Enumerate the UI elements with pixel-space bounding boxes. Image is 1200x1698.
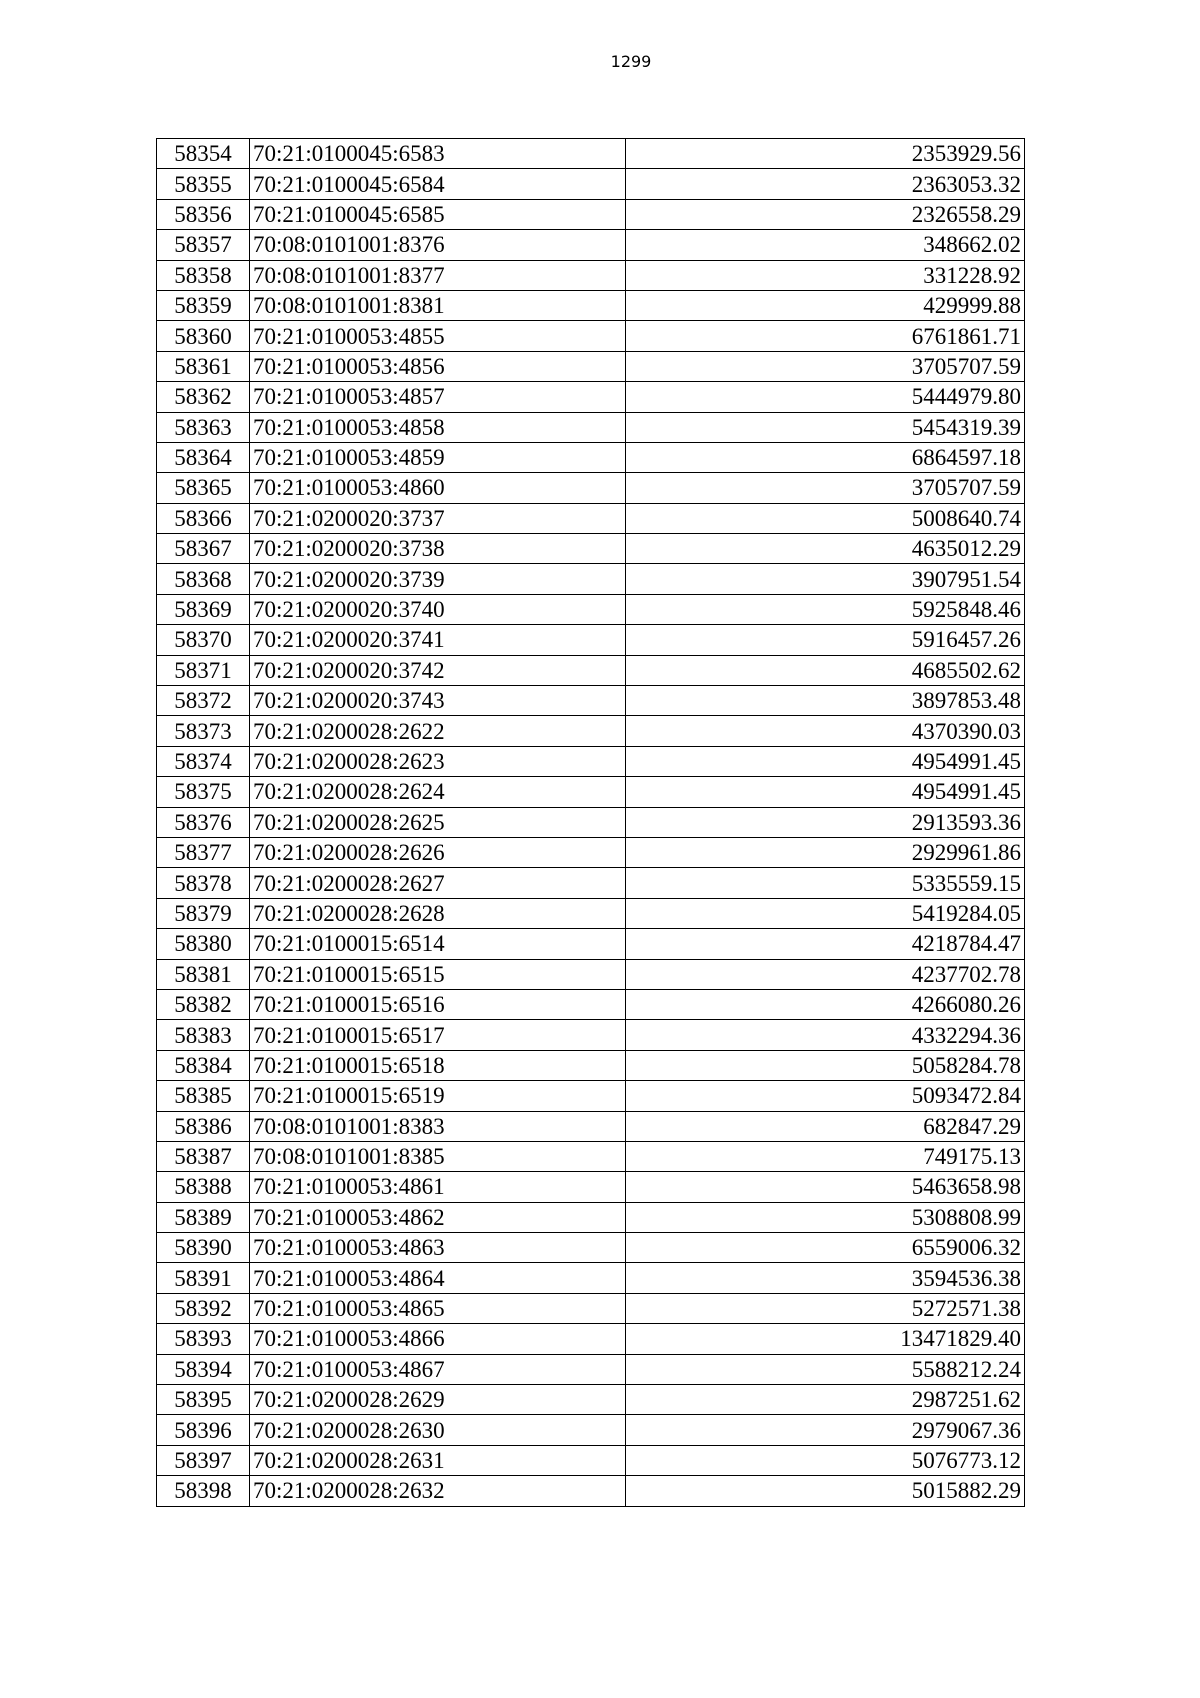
cadastral-value-cell: 4332294.36 <box>626 1020 1025 1050</box>
table-row <box>157 290 1025 320</box>
cadastral-number-cell: 70:21:0100045:6583 <box>250 139 626 169</box>
cadastral-number-cell: 70:21:0200028:2628 <box>250 898 626 928</box>
cadastral-value-cell: 4370390.03 <box>626 716 1025 746</box>
cadastral-number-cell: 70:21:0100053:4857 <box>250 382 626 412</box>
cadastral-value-cell: 13471829.40 <box>626 1324 1025 1354</box>
row-number-cell: 58373 <box>157 716 250 746</box>
cadastral-value-cell: 682847.29 <box>626 1111 1025 1141</box>
cadastral-value-cell: 4266080.26 <box>626 989 1025 1019</box>
row-number-cell: 58361 <box>157 351 250 381</box>
cadastral-value-cell: 5308808.99 <box>626 1202 1025 1232</box>
cadastral-value-cell: 6761861.71 <box>626 321 1025 351</box>
cadastral-number-cell: 70:08:0101001:8385 <box>250 1141 626 1171</box>
row-number-cell: 58398 <box>157 1476 250 1506</box>
cadastral-number-cell: 70:21:0100015:6516 <box>250 989 626 1019</box>
cadastral-number-cell: 70:21:0200028:2626 <box>250 837 626 867</box>
table-row <box>157 1293 1025 1323</box>
cadastral-value-cell: 348662.02 <box>626 230 1025 260</box>
cadastral-number-cell: 70:08:0101001:8376 <box>250 230 626 260</box>
table-row <box>157 1476 1025 1506</box>
cadastral-value-cell: 2913593.36 <box>626 807 1025 837</box>
cadastral-number-cell: 70:08:0101001:8383 <box>250 1111 626 1141</box>
table-row <box>157 1111 1025 1141</box>
cadastral-value-cell: 5916457.26 <box>626 625 1025 655</box>
cadastral-value-cell: 3705707.59 <box>626 351 1025 381</box>
row-number-cell: 58365 <box>157 473 250 503</box>
cadastral-number-cell: 70:08:0101001:8377 <box>250 260 626 290</box>
table-row <box>157 230 1025 260</box>
cadastral-value-cell: 5335559.15 <box>626 868 1025 898</box>
cadastral-value-cell: 5444979.80 <box>626 382 1025 412</box>
cadastral-number-cell: 70:21:0100053:4865 <box>250 1293 626 1323</box>
cadastral-value-cell: 4954991.45 <box>626 746 1025 776</box>
cadastral-number-cell: 70:21:0100045:6584 <box>250 169 626 199</box>
row-number-cell: 58364 <box>157 442 250 472</box>
cadastral-number-cell: 70:21:0200028:2627 <box>250 868 626 898</box>
cadastral-value-cell: 5925848.46 <box>626 594 1025 624</box>
cadastral-value-cell: 4635012.29 <box>626 534 1025 564</box>
cadastral-value-cell: 2353929.56 <box>626 139 1025 169</box>
row-number-cell: 58390 <box>157 1233 250 1263</box>
cadastral-value-cell: 2987251.62 <box>626 1385 1025 1415</box>
table-row <box>157 1081 1025 1111</box>
cadastral-number-cell: 70:21:0100053:4863 <box>250 1233 626 1263</box>
cadastral-value-cell: 3907951.54 <box>626 564 1025 594</box>
cadastral-number-cell: 70:21:0200020:3741 <box>250 625 626 655</box>
table-row <box>157 139 1025 169</box>
row-number-cell: 58378 <box>157 868 250 898</box>
table-row <box>157 351 1025 381</box>
table-row <box>157 260 1025 290</box>
row-number-cell: 58391 <box>157 1263 250 1293</box>
cadastral-value-cell: 4685502.62 <box>626 655 1025 685</box>
row-number-cell: 58389 <box>157 1202 250 1232</box>
cadastral-number-cell: 70:21:0100053:4856 <box>250 351 626 381</box>
cadastral-value-cell: 5058284.78 <box>626 1050 1025 1080</box>
table-row <box>157 1263 1025 1293</box>
table-row <box>157 1141 1025 1171</box>
row-number-cell: 58386 <box>157 1111 250 1141</box>
table-row <box>157 442 1025 472</box>
table-row <box>157 655 1025 685</box>
table-row <box>157 382 1025 412</box>
table-row <box>157 716 1025 746</box>
row-number-cell: 58369 <box>157 594 250 624</box>
row-number-cell: 58379 <box>157 898 250 928</box>
cadastral-value-cell: 2979067.36 <box>626 1415 1025 1445</box>
cadastral-number-cell: 70:21:0100053:4861 <box>250 1172 626 1202</box>
table-row <box>157 929 1025 959</box>
cadastral-number-cell: 70:21:0100053:4860 <box>250 473 626 503</box>
row-number-cell: 58354 <box>157 139 250 169</box>
cadastral-number-cell: 70:21:0200020:3740 <box>250 594 626 624</box>
cadastral-number-cell: 70:21:0100053:4858 <box>250 412 626 442</box>
table-row <box>157 1415 1025 1445</box>
cadastral-value-cell: 5076773.12 <box>626 1445 1025 1475</box>
cadastral-number-cell: 70:21:0200028:2624 <box>250 777 626 807</box>
table-row <box>157 321 1025 351</box>
cadastral-number-cell: 70:21:0200020:3742 <box>250 655 626 685</box>
table-row <box>157 868 1025 898</box>
cadastral-number-cell: 70:21:0100015:6515 <box>250 959 626 989</box>
cadastral-value-cell: 5015882.29 <box>626 1476 1025 1506</box>
cadastral-number-cell: 70:21:0200028:2630 <box>250 1415 626 1445</box>
cadastral-number-cell: 70:21:0100015:6517 <box>250 1020 626 1050</box>
cadastral-value-cell: 5463658.98 <box>626 1172 1025 1202</box>
cadastral-number-cell: 70:08:0101001:8381 <box>250 290 626 320</box>
cadastral-number-cell: 70:21:0200020:3743 <box>250 686 626 716</box>
row-number-cell: 58374 <box>157 746 250 776</box>
row-number-cell: 58382 <box>157 989 250 1019</box>
row-number-cell: 58355 <box>157 169 250 199</box>
row-number-cell: 58367 <box>157 534 250 564</box>
row-number-cell: 58360 <box>157 321 250 351</box>
row-number-cell: 58392 <box>157 1293 250 1323</box>
table-row <box>157 959 1025 989</box>
cadastral-value-cell: 5093472.84 <box>626 1081 1025 1111</box>
cadastral-value-cell: 5008640.74 <box>626 503 1025 533</box>
row-number-cell: 58375 <box>157 777 250 807</box>
table-row <box>157 1202 1025 1232</box>
cadastral-number-cell: 70:21:0200028:2632 <box>250 1476 626 1506</box>
row-number-cell: 58368 <box>157 564 250 594</box>
cadastral-number-cell: 70:21:0200028:2629 <box>250 1385 626 1415</box>
table-row <box>157 777 1025 807</box>
cadastral-number-cell: 70:21:0200020:3737 <box>250 503 626 533</box>
row-number-cell: 58394 <box>157 1354 250 1384</box>
cadastral-number-cell: 70:21:0100053:4864 <box>250 1263 626 1293</box>
table-row <box>157 199 1025 229</box>
cadastral-number-cell: 70:21:0100053:4862 <box>250 1202 626 1232</box>
row-number-cell: 58384 <box>157 1050 250 1080</box>
table-row <box>157 1020 1025 1050</box>
registry-table-body <box>157 139 1025 1507</box>
cadastral-value-cell: 5272571.38 <box>626 1293 1025 1323</box>
row-number-cell: 58395 <box>157 1385 250 1415</box>
row-number-cell: 58366 <box>157 503 250 533</box>
cadastral-number-cell: 70:21:0100053:4859 <box>250 442 626 472</box>
cadastral-number-cell: 70:21:0200020:3738 <box>250 534 626 564</box>
cadastral-value-cell: 5419284.05 <box>626 898 1025 928</box>
cadastral-value-cell: 3594536.38 <box>626 1263 1025 1293</box>
cadastral-number-cell: 70:21:0100015:6519 <box>250 1081 626 1111</box>
table-row <box>157 625 1025 655</box>
registry-table-container <box>156 138 1025 1507</box>
cadastral-value-cell: 4237702.78 <box>626 959 1025 989</box>
cadastral-number-cell: 70:21:0200028:2625 <box>250 807 626 837</box>
cadastral-number-cell: 70:21:0200028:2631 <box>250 1445 626 1475</box>
cadastral-value-cell: 2326558.29 <box>626 199 1025 229</box>
cadastral-value-cell: 4218784.47 <box>626 929 1025 959</box>
row-number-cell: 58396 <box>157 1415 250 1445</box>
row-number-cell: 58372 <box>157 686 250 716</box>
row-number-cell: 58376 <box>157 807 250 837</box>
cadastral-value-cell: 5588212.24 <box>626 1354 1025 1384</box>
table-row <box>157 594 1025 624</box>
row-number-cell: 58397 <box>157 1445 250 1475</box>
row-number-cell: 58356 <box>157 199 250 229</box>
cadastral-number-cell: 70:21:0100015:6518 <box>250 1050 626 1080</box>
page-number: 1299 <box>610 52 652 71</box>
cadastral-number-cell: 70:21:0100045:6585 <box>250 199 626 229</box>
cadastral-number-cell: 70:21:0200020:3739 <box>250 564 626 594</box>
row-number-cell: 58387 <box>157 1141 250 1171</box>
row-number-cell: 58370 <box>157 625 250 655</box>
cadastral-value-cell: 6864597.18 <box>626 442 1025 472</box>
cadastral-value-cell: 331228.92 <box>626 260 1025 290</box>
row-number-cell: 58358 <box>157 260 250 290</box>
table-row <box>157 169 1025 199</box>
cadastral-value-cell: 2929961.86 <box>626 837 1025 867</box>
table-row <box>157 807 1025 837</box>
table-row <box>157 898 1025 928</box>
cadastral-value-cell: 3705707.59 <box>626 473 1025 503</box>
cadastral-value-cell: 5454319.39 <box>626 412 1025 442</box>
table-row <box>157 564 1025 594</box>
cadastral-value-cell: 6559006.32 <box>626 1233 1025 1263</box>
row-number-cell: 58383 <box>157 1020 250 1050</box>
table-row <box>157 1172 1025 1202</box>
cadastral-number-cell: 70:21:0100053:4866 <box>250 1324 626 1354</box>
row-number-cell: 58380 <box>157 929 250 959</box>
table-row <box>157 473 1025 503</box>
table-row <box>157 837 1025 867</box>
row-number-cell: 58385 <box>157 1081 250 1111</box>
table-row <box>157 503 1025 533</box>
table-row <box>157 412 1025 442</box>
row-number-cell: 58371 <box>157 655 250 685</box>
table-row <box>157 1233 1025 1263</box>
cadastral-value-cell: 2363053.32 <box>626 169 1025 199</box>
row-number-cell: 58363 <box>157 412 250 442</box>
table-row <box>157 989 1025 1019</box>
cadastral-number-cell: 70:21:0100015:6514 <box>250 929 626 959</box>
cadastral-value-cell: 4954991.45 <box>626 777 1025 807</box>
cadastral-number-cell: 70:21:0100053:4855 <box>250 321 626 351</box>
table-row <box>157 1354 1025 1384</box>
table-row <box>157 746 1025 776</box>
table-row <box>157 534 1025 564</box>
row-number-cell: 58388 <box>157 1172 250 1202</box>
table-row <box>157 686 1025 716</box>
cadastral-number-cell: 70:21:0200028:2623 <box>250 746 626 776</box>
row-number-cell: 58359 <box>157 290 250 320</box>
cadastral-value-cell: 749175.13 <box>626 1141 1025 1171</box>
row-number-cell: 58381 <box>157 959 250 989</box>
row-number-cell: 58357 <box>157 230 250 260</box>
table-row <box>157 1445 1025 1475</box>
cadastral-value-cell: 429999.88 <box>626 290 1025 320</box>
row-number-cell: 58377 <box>157 837 250 867</box>
cadastral-number-cell: 70:21:0100053:4867 <box>250 1354 626 1384</box>
table-row <box>157 1385 1025 1415</box>
table-row <box>157 1050 1025 1080</box>
cadastral-value-cell: 3897853.48 <box>626 686 1025 716</box>
registry-table <box>156 138 1025 1507</box>
row-number-cell: 58393 <box>157 1324 250 1354</box>
cadastral-number-cell: 70:21:0200028:2622 <box>250 716 626 746</box>
row-number-cell: 58362 <box>157 382 250 412</box>
table-row <box>157 1324 1025 1354</box>
